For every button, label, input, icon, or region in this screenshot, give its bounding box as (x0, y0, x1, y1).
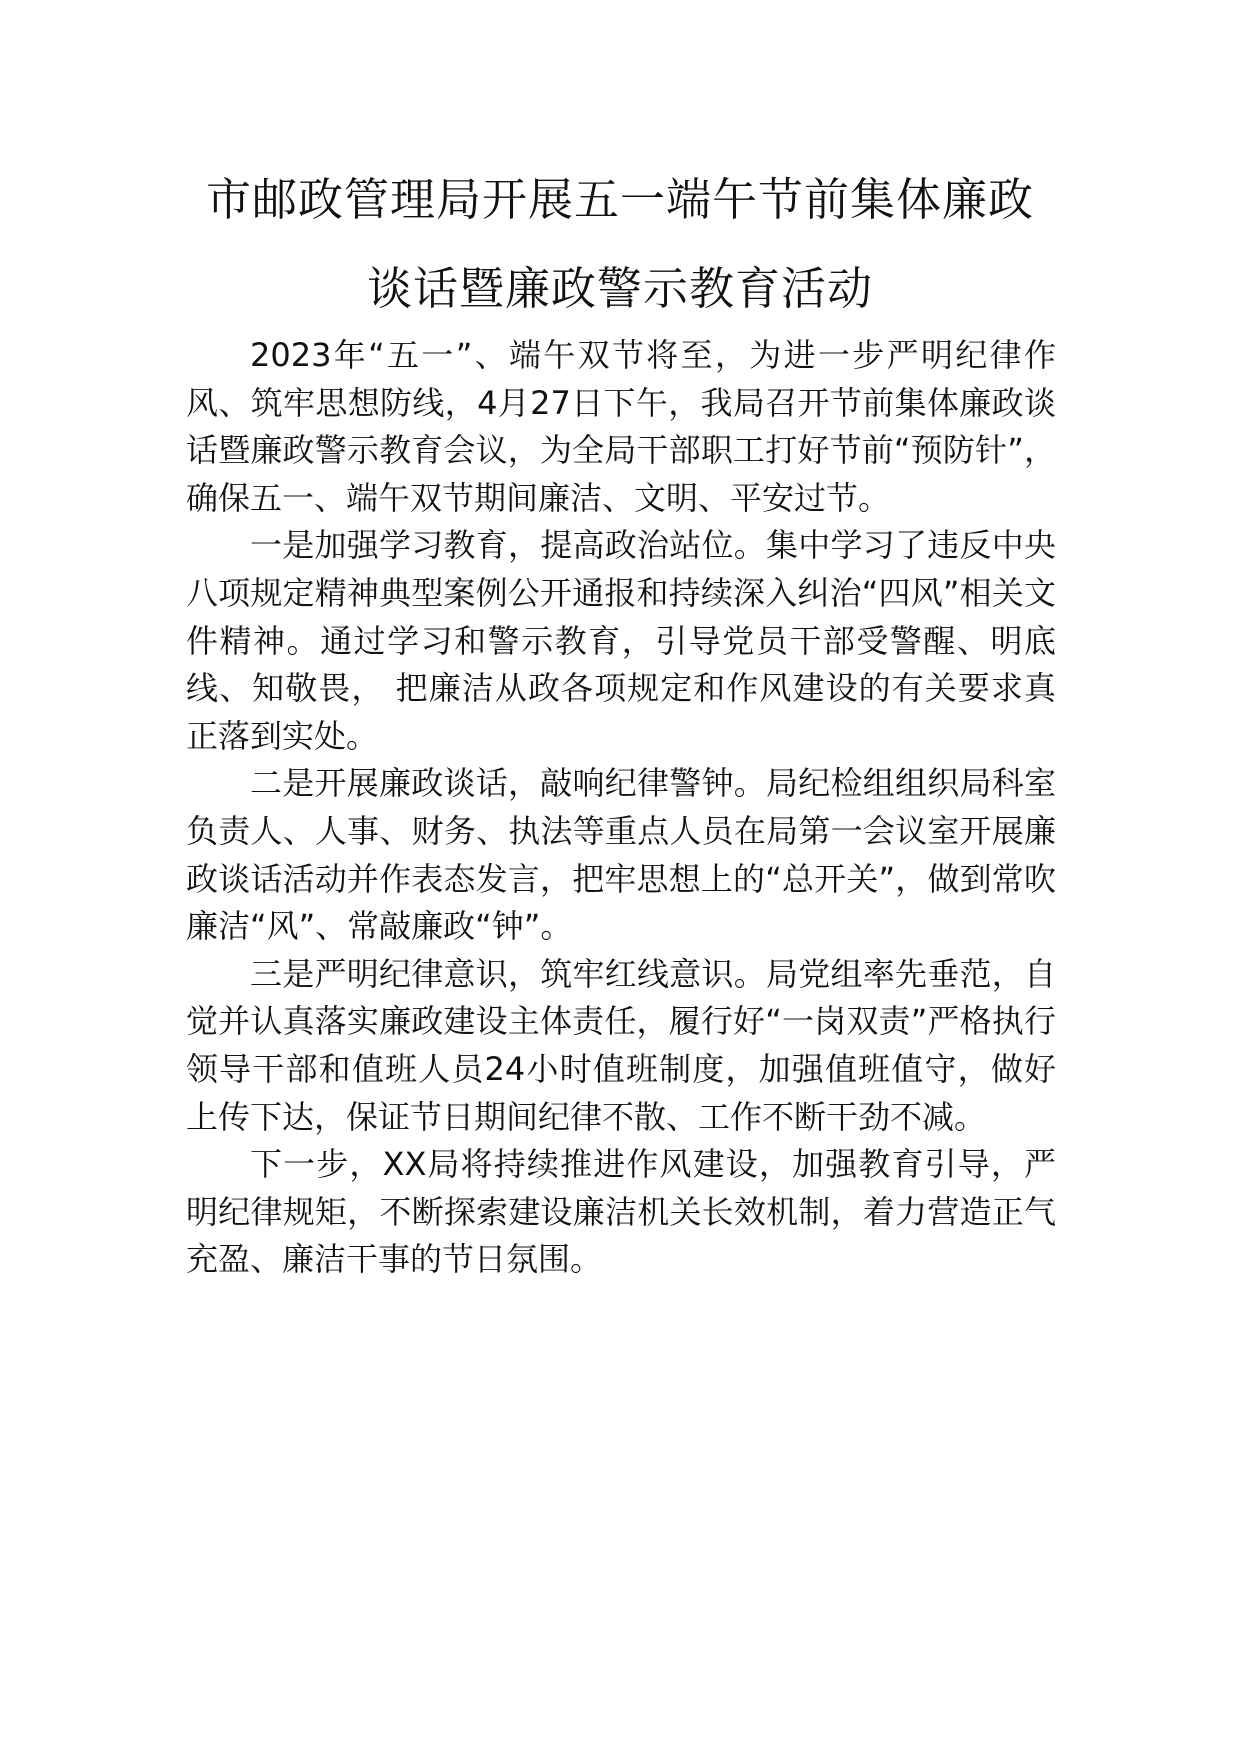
document-title-line-1: 市邮政管理局开展五一端午节前集体廉政 (205, 173, 1034, 226)
paragraph-next-step: 下一步，XX局将持续推进作风建设，加强教育引导，严明纪律规矩，不断探索建设廉洁机关长效机制，着力营造正气充盈、廉洁干事的节日氛围。 (186, 1145, 1056, 1279)
paragraph-discipline-awareness: 三是严明纪律意识，筑牢红线意识。局党组率先垂范，自觉并认真落实廉政建设主体责任，履行好“一岗双责”严格执行领导干部和值班人员24小时值班制度，加强值班值守，做好上传下达，保证节日期间纪律不散、工作不断干劲不减。 (186, 954, 1056, 1136)
paragraph-integrity-talk: 二是开展廉政谈话，敲响纪律警钟。局纪检组组织局科室负责人、人事、财务、执法等重点人员在局第一会议室开展廉政谈话活动并作表态发言，把牢思想上的“总开关”，做到常吹廉洁“风”、常敲廉政“钟”。 (186, 764, 1056, 946)
paragraph-intro: 2023年“五一”、端午双节将至，为进一步严明纪律作风、筑牢思想防线，4月27日下午，我局召开节前集体廉政谈话暨廉政警示教育会议，为全局干部职工打好节前“预防针”，确保五一、端午双节期间廉洁、文明、平安过节。 (186, 336, 1056, 517)
paragraph-study-education: 一是加强学习教育，提高政治站位。集中学习了违反中央八项规定精神典型案例公开通报和持续深入纠治“四风”相关文件精神。通过学习和警示教育，引导党员干部受警醒、明底线、知敬畏， 把廉洁从政各项规定和作风建设的有关要求真正落到实处。 (186, 526, 1056, 755)
document-body (186, 332, 1056, 1284)
document-title-line-2: 谈话暨廉政警示教育活动 (366, 262, 873, 315)
